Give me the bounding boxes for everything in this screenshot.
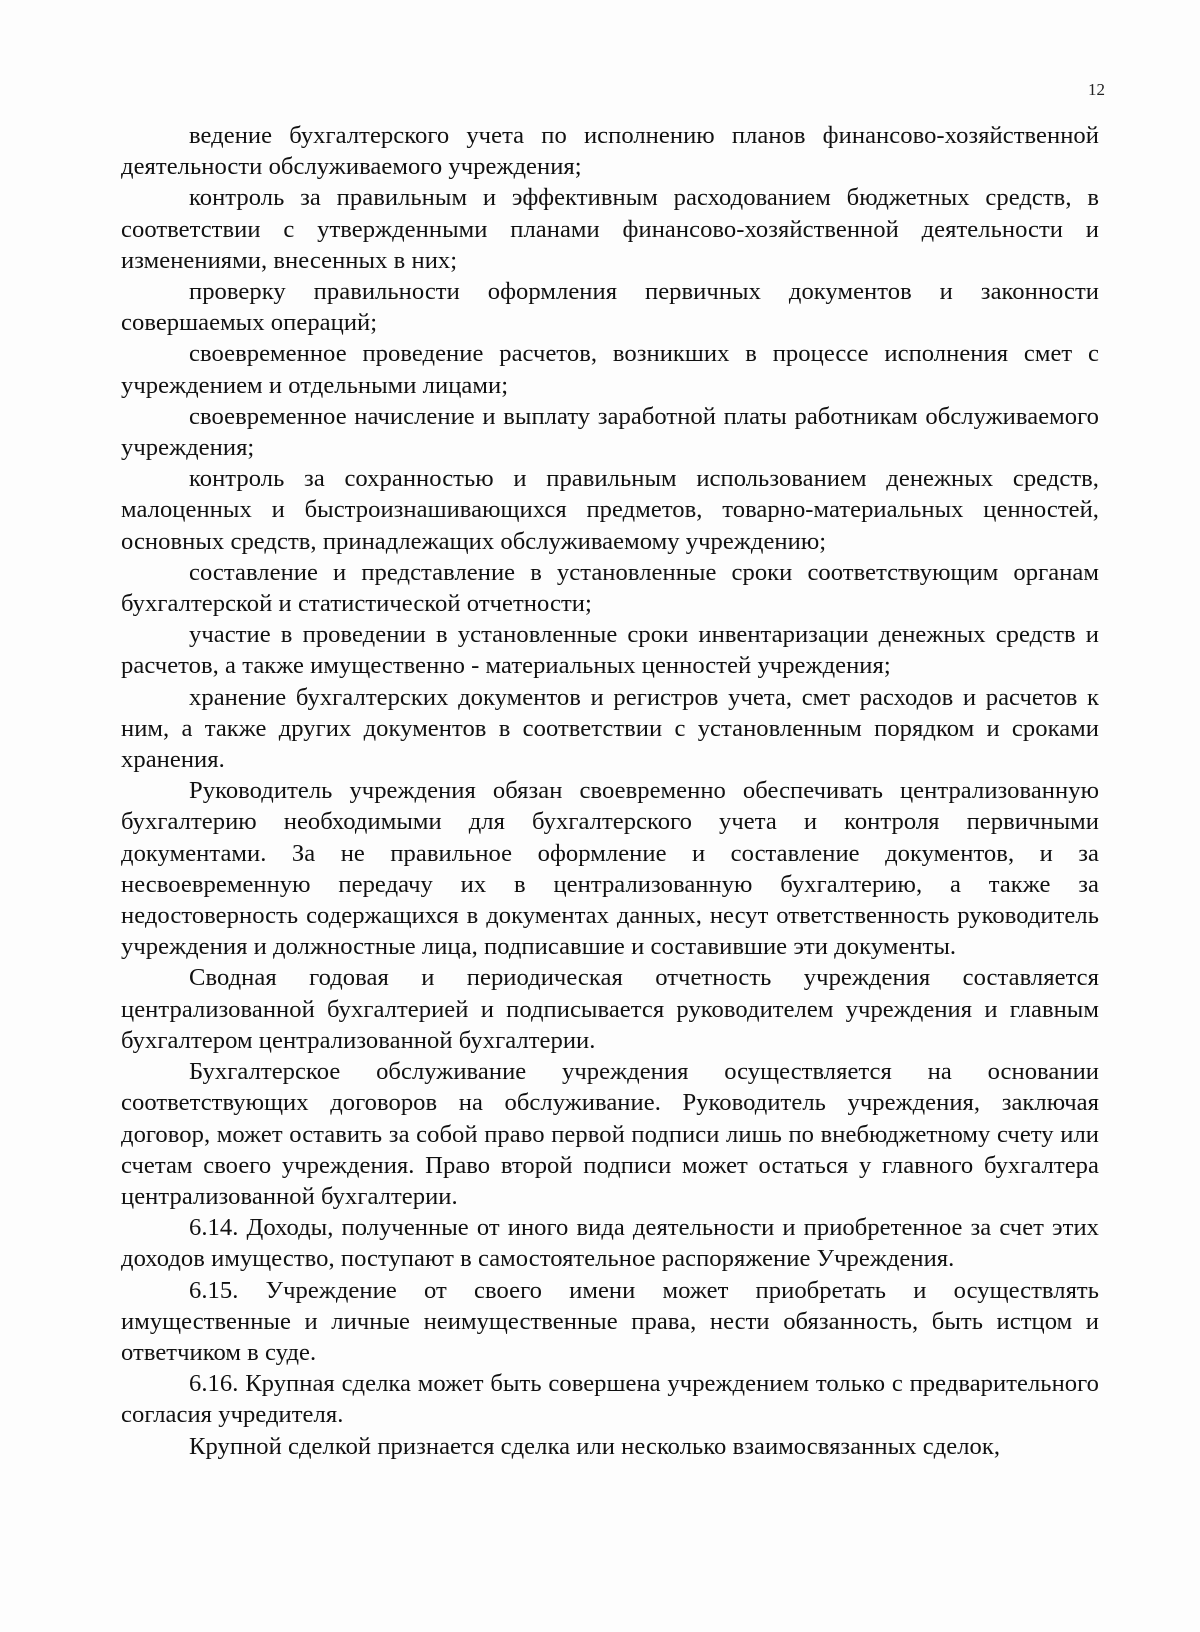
paragraph-section-6-15: 6.15. Учреждение от своего имени может приобретать и осуществлять имущественные и личные неимущественные права, нести обязанность, быть истцом и ответчиком в суде. xyxy=(121,1276,1099,1366)
paragraph-inventory: участие в проведении в установленные сроки инвентаризации денежных средств и расчетов, а также имущественно - материальных ценностей учреждения; xyxy=(121,621,1099,680)
paragraph-accounting-service: Бухгалтерское обслуживание учреждения осуществляется на основании соответствующих договоров на обслуживание. Руководитель учреждения, заключая договор, может оставить за собой право первой подписи лишь по внебюджетному счету или счетам своего учреждения. Право второй подписи может остаться у главного бухгалтера централизованной бухгалтерии. xyxy=(121,1058,1099,1210)
paragraph-settlements: своевременное проведение расчетов, возникших в процессе исполнения смет с учреждением и отдельными лицами; xyxy=(121,340,1099,399)
paragraph-budget-control: контроль за правильным и эффективным расходованием бюджетных средств, в соответствии с утвержденными планами финансово-хозяйственной деятельности и изменениями, внесенных в них; xyxy=(121,184,1099,274)
paragraph-document-verification: проверку правильности оформления первичных документов и законности совершаемых операций; xyxy=(121,278,1099,337)
paragraph-accounting-execution: ведение бухгалтерского учета по исполнению планов финансово-хозяйственной деятельности обслуживаемого учреждения; xyxy=(121,122,1099,181)
page-number: 12 xyxy=(1088,80,1105,99)
paragraph-section-6-14: 6.14. Доходы, полученные от иного вида деятельности и приобретенное за счет этих доходов имущество, поступают в самостоятельное распоряжение Учреждения. xyxy=(121,1214,1099,1273)
paragraph-salary-payment: своевременное начисление и выплату заработной платы работникам обслуживаемого учреждения; xyxy=(121,402,1099,462)
paragraph-asset-control: контроль за сохранностью и правильным использованием денежных средств, малоценных и быстроизнашивающихся предметов, товарно-материальных ценностей, основных средств, принадлежащих обслуживаемому учреждению; xyxy=(121,465,1099,555)
paragraph-head-responsibility: Руководитель учреждения обязан своевременно обеспечивать централизованную бухгалтерию необходимыми для бухгалтерского учета и контроля первичными документами. За не правильное оформление и составление документов, и за несвоевременную передачу их в централизованную бухгалтерию, а также за недостоверность содержащихся в документах данных, несут ответственность руководитель учреждения и должностные лица, подписавшие и составившие эти документы. xyxy=(121,777,1099,961)
paragraph-section-6-16: 6.16. Крупная сделка может быть совершена учреждением только с предварительного согласия учредителя. xyxy=(121,1370,1099,1429)
paragraph-document-storage: хранение бухгалтерских документов и регистров учета, смет расходов и расчетов к ним, а также других документов в соответствии с установленным порядком и сроками хранения. xyxy=(121,683,1099,774)
paragraph-annual-reporting: Сводная годовая и периодическая отчетность учреждения составляется централизованной бухгалтерией и подписывается руководителем учреждения и главным бухгалтером централизованной бухгалтерии. xyxy=(121,964,1099,1054)
document-body xyxy=(121,120,1099,1462)
paragraph-reporting: составление и представление в установленные сроки соответствующим органам бухгалтерской и статистической отчетности; xyxy=(121,558,1099,618)
paragraph-major-transaction: Крупной сделкой признается сделка или несколько взаимосвязанных сделок, xyxy=(189,1432,1001,1460)
